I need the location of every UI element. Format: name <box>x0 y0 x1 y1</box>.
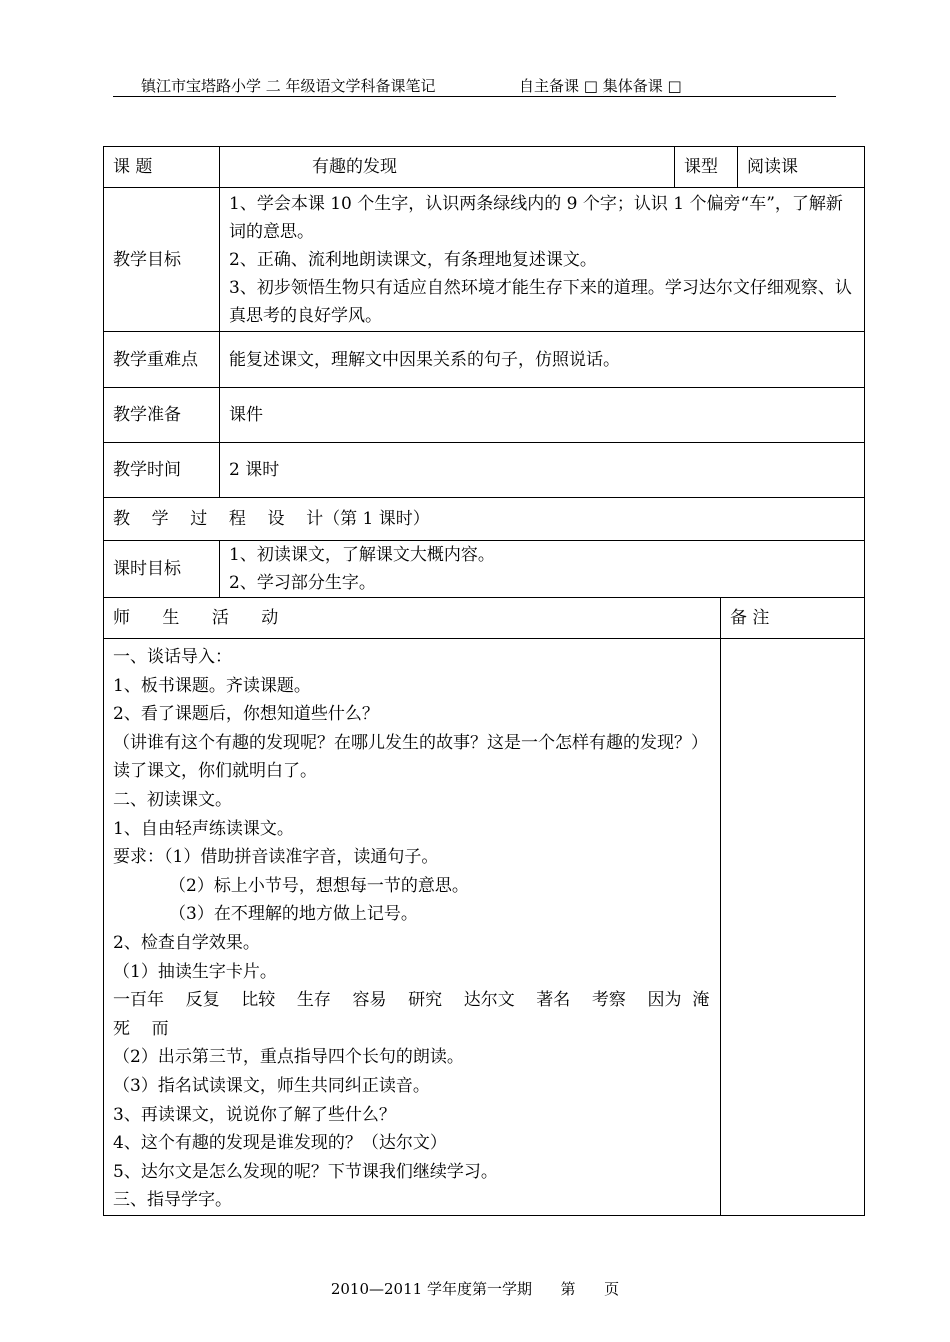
prep-row <box>104 388 865 443</box>
goal-item: 1、学会本课 10 个生字，认识两条绿线内的 9 个字；认识 1 个偏旁“车”，了解新词的意思。 <box>229 193 843 242</box>
design-title-row <box>104 498 865 541</box>
remark-header: 备 注 <box>721 598 865 639</box>
time-label: 教学时间 <box>104 443 220 498</box>
lesson-goal-value <box>220 541 865 598</box>
note-line: 4、这个有趣的发现是谁发现的？（达尔文） <box>113 1133 447 1154</box>
note-line: 2、检查自学效果。 <box>113 932 260 953</box>
note-line: 5、达尔文是怎么发现的呢？下节课我们继续学习。 <box>113 1161 498 1182</box>
time-value: 2 课时 <box>220 443 865 498</box>
page-header <box>113 76 836 97</box>
topic-value: 有趣的发现 <box>220 147 675 188</box>
header-school-title: 镇江市宝塔路小学 二 年级语文学科备课笔记 <box>141 77 436 95</box>
note-line: 要求：（1）借助拼音读准字音，读通句子。 <box>113 847 439 868</box>
lesson-goal-item: 1、初读课文，了解课文大概内容。 <box>229 545 495 565</box>
activity-body-row <box>104 639 865 1216</box>
key-row <box>104 332 865 388</box>
lesson-plan-table <box>103 146 865 1216</box>
note-line: （1）抽读生字卡片。 <box>113 961 277 982</box>
note-line: （3）在不理解的地方做上记号。 <box>169 904 418 925</box>
goals-label: 教学目标 <box>104 188 220 332</box>
lesson-goal-row <box>104 541 865 598</box>
header-prep-type: 自主备课 □ 集体备课 □ <box>519 77 682 95</box>
goals-row <box>104 188 865 332</box>
note-line: （2）标上小节号，想想每一节的意思。 <box>169 875 469 896</box>
goal-item: 3、初步领悟生物只有适应自然环境才能生存下来的道理。学习达尔文仔细观察、认真思考的良好学风。 <box>229 277 852 326</box>
lesson-goal-item: 2、学习部分生字。 <box>229 573 376 593</box>
note-line: 3、再读课文，说说你了解了些什么？ <box>113 1104 396 1125</box>
type-label: 课型 <box>675 147 738 188</box>
topic-label: 课 题 <box>104 147 220 188</box>
goal-item: 2、正确、流利地朗读课文，有条理地复述课文。 <box>229 249 597 270</box>
note-line: 一百年 反复 比较 生存 容易 研究 达尔文 著名 考察 因为 淹死 而 <box>113 990 710 1039</box>
note-line: （2）出示第三节，重点指导四个长句的朗读。 <box>113 1047 464 1068</box>
activity-header: 师 生 活 动 <box>104 598 721 639</box>
note-line: 三、指导学字。 <box>113 1190 232 1211</box>
remark-cell <box>721 639 865 1216</box>
activity-notes <box>104 639 721 1216</box>
page-footer: 2010—2011 学年度第一学期 第 页 <box>330 1280 620 1298</box>
goals-value <box>220 188 865 332</box>
key-value: 能复述课文，理解文中因果关系的句子，仿照说话。 <box>220 332 865 388</box>
type-value: 阅读课 <box>738 147 865 188</box>
note-line: 2、看了课题后，你想知道些什么？ <box>113 704 379 725</box>
note-line: 1、自由轻声练读课文。 <box>113 818 294 839</box>
note-line: 二、初读课文。 <box>113 789 232 810</box>
note-line: （3）指名试读课文，师生共同纠正读音。 <box>113 1075 430 1096</box>
key-label: 教学重难点 <box>104 332 220 388</box>
note-line: （讲谁有这个有趣的发现呢？在哪儿发生的故事？这是一个怎样有趣的发现？）读了课文，你们就明白了。 <box>113 732 708 782</box>
lesson-goal-label: 课时目标 <box>104 541 220 598</box>
prep-value: 课件 <box>220 388 865 443</box>
note-line: 1、板书课题。齐读课题。 <box>113 675 311 696</box>
design-title: 教 学 过 程 设 计（第 1 课时） <box>104 498 865 541</box>
prep-label: 教学准备 <box>104 388 220 443</box>
note-line: 一、谈话导入： <box>113 647 232 667</box>
time-row <box>104 443 865 498</box>
topic-row <box>104 147 865 188</box>
activity-header-row <box>104 598 865 639</box>
